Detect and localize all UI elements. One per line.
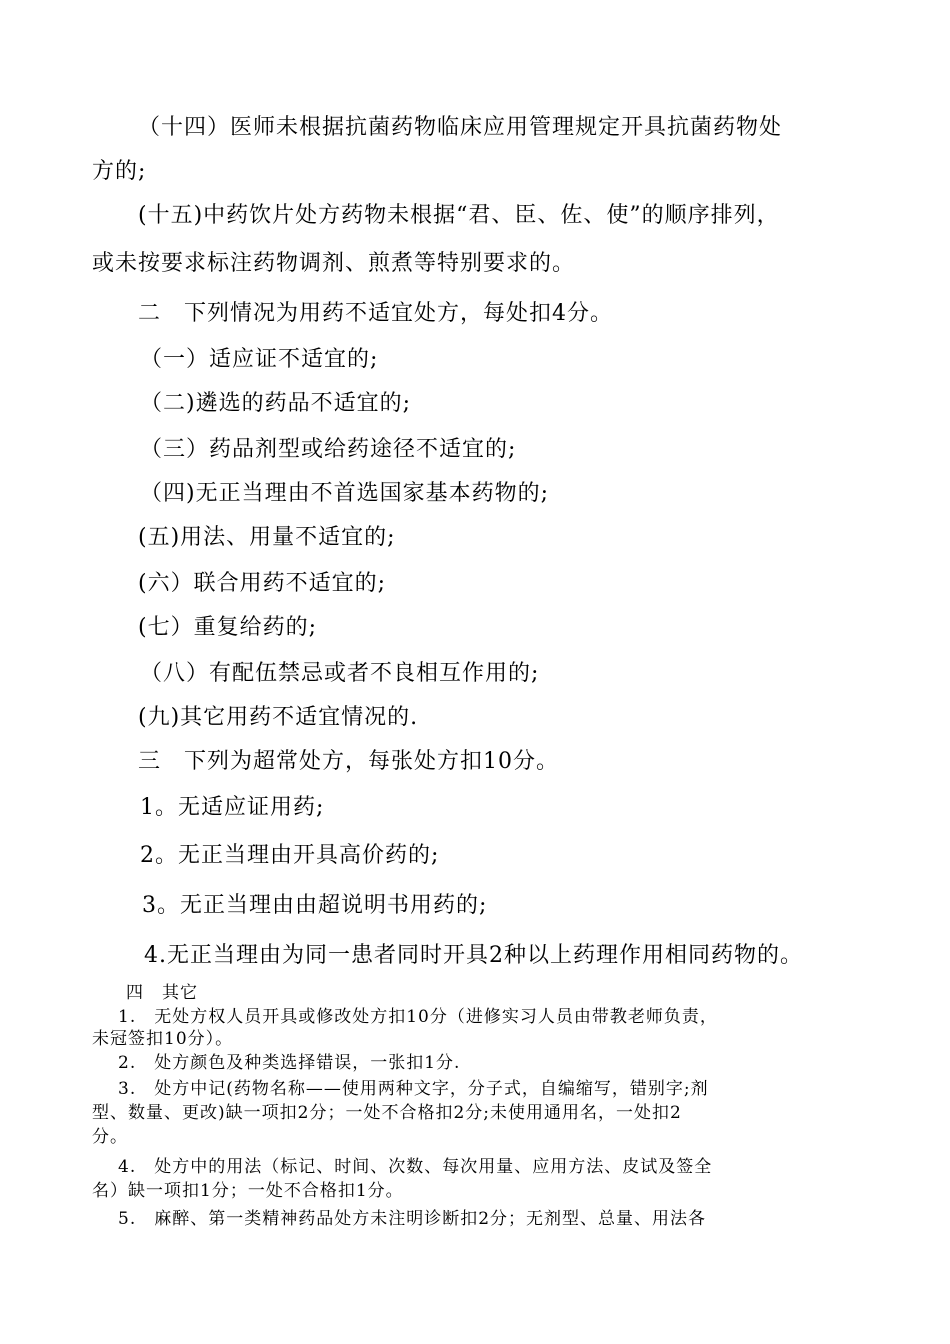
section-2-item: (九)其它用药不适宜情况的. [138, 705, 419, 730]
section-2-item: （四)无正当理由不首选国家基本药物的; [140, 481, 549, 506]
section-4-item-5-line-1: 5. 麻醉、第一类精神药品处方未注明诊断扣2分；无剂型、总量、用法各 [118, 1209, 707, 1229]
section-4-item-4-line-2: 名）缺一项扣1分；一处不合格扣1分。 [92, 1181, 404, 1201]
item-14-line-1: （十四）医师未根据抗菌药物临床应用管理规定开具抗菌药物处 [138, 115, 783, 140]
item-15-line-2: 或未按要求标注药物调剂、煎煮等特别要求的。 [92, 251, 576, 276]
section-2-item: (七）重复给药的; [138, 615, 317, 640]
section-3-item: 4.无正当理由为同一患者同时开具2种以上药理作用相同药物的。 [144, 943, 803, 968]
section-4-item-1-line-1: 1. 无处方权人员开具或修改处方扣10分（进修实习人员由带教老师负责， [118, 1007, 718, 1027]
section-4-item-2-line-1: 2. 处方颜色及种类选择错误，一张扣1分. [118, 1053, 461, 1073]
section-3-item: 2。无正当理由开具高价药的; [140, 843, 440, 868]
section-4-item-3-line-1: 3. 处方中记(药物名称——使用两种文字，分子式，自编缩写，错别字;剂 [118, 1079, 709, 1099]
section-4-item-1-line-2: 未冠签扣10分）。 [92, 1029, 234, 1049]
section-3-item: 3。无正当理由由超说明书用药的; [142, 893, 488, 918]
section-4-item-3-line-2: 型、数量、更改)缺一项扣2分；一处不合格扣2分;未使用通用名，一处扣2 [92, 1103, 682, 1123]
section-4-item-3-line-3: 分。 [92, 1127, 128, 1147]
section-2-item: (五)用法、用量不适宜的; [138, 525, 396, 550]
section-3-heading: 三 下列为超常处方，每张处方扣10分。 [138, 749, 559, 774]
item-14-line-2: 方的; [92, 159, 147, 184]
section-4-heading: 四 其它 [126, 983, 198, 1003]
section-2-item: （三）药品剂型或给药途径不适宜的; [140, 437, 517, 462]
section-2-item: (六）联合用药不适宜的; [138, 571, 386, 596]
section-2-item: （八）有配伍禁忌或者不良相互作用的; [140, 661, 540, 686]
section-2-item: （一）适应证不适宜的; [140, 347, 379, 372]
section-4-item-4-line-1: 4. 处方中的用法（标记、时间、次数、每次用量、应用方法、皮试及签全 [118, 1157, 713, 1177]
section-3-item: 1。无适应证用药; [140, 795, 325, 820]
section-2-heading: 二 下列情况为用药不适宜处方，每处扣4分。 [138, 301, 613, 326]
section-2-item: （二)遴选的药品不适宜的; [140, 391, 411, 416]
item-15-line-1: (十五)中药饮片处方药物未根据“君、臣、佐、使”的顺序排列， [138, 203, 780, 228]
